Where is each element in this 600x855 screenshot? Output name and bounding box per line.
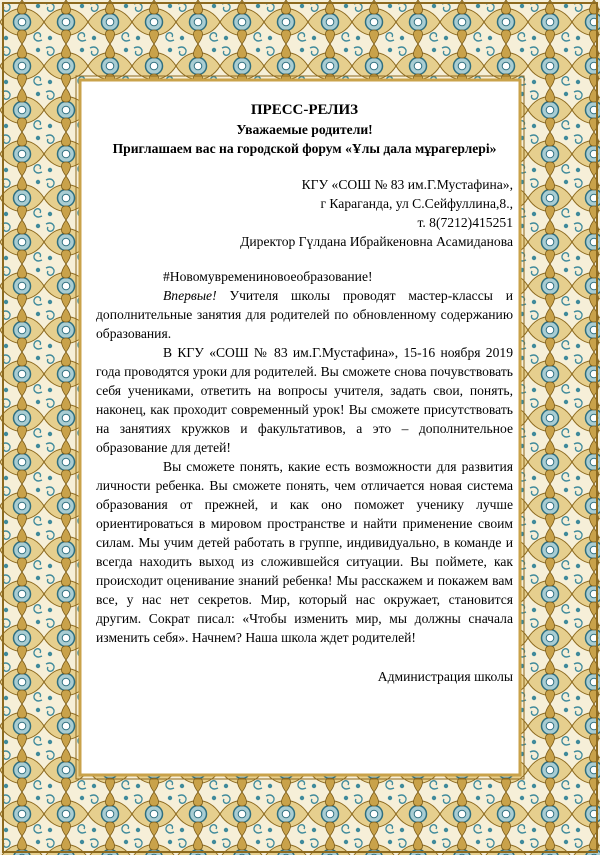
page-title: ПРЕСС-РЕЛИЗ — [250, 102, 359, 118]
director-name: Директор Гүлдана Ибрайкеновна Асамиданова — [240, 234, 513, 249]
paragraph-3: Вы сможете понять, какие есть возможности для развития личности ребенка. Вы сможете понять, чем отличается новая система образования от прежней, и как оно поможет ученику лучше ориентироваться в мировом пространстве и найти применение своим силам. Мы учим детей работать в группе, индивидуально, в команде и всегда находить выход из сложившейся ситуации. Вы поймете, как происходит оценивание знаний ребенка! Мы расскажем и покажем вам все, у нас нет секретов. Мир, который нас окружает, становится другим. Сократ писал: «Чтобы изменить мир, мы должны сначала изменить себя». Начнем? Наша школа ждет родителей! — [96, 459, 513, 645]
invitation-line: Приглашаем вас на городской форум «Ұлы дала мұрагерлері» — [112, 141, 497, 156]
hashtag: #Новомувремениновоеобразование! — [163, 269, 373, 284]
street-address: г Караганда, ул С.Сейфуллина,8., — [320, 196, 513, 211]
emphasis-first: Впервые! — [163, 288, 217, 303]
signature: Администрация школы — [377, 669, 513, 684]
paragraph-2: В КГУ «СОШ № 83 им.Г.Мустафина», 15-16 ноября 2019 года проводятся уроки для родителей. Вы сможете снова почувствовать себя учениками, ответить на вопросы учителя, задать свои, понять, наконец, как проходит современный урок! Вы сможете присутствовать на занятиях кружков и факультативов, а это – дополнительное образование для детей! — [96, 345, 513, 455]
greeting: Уважаемые родители! — [236, 122, 373, 137]
phone-number: т. 8(7212)415251 — [417, 215, 513, 230]
press-release — [96, 100, 513, 686]
paragraph-1 — [96, 286, 513, 343]
address-block — [96, 175, 513, 251]
paragraph-1-text: Учителя школы проводят мастер-классы и дополнительные занятия для родителей по обновленному содержанию образования. — [96, 288, 513, 341]
school-name: КГУ «СОШ № 83 им.Г.Мустафина», — [301, 177, 513, 192]
